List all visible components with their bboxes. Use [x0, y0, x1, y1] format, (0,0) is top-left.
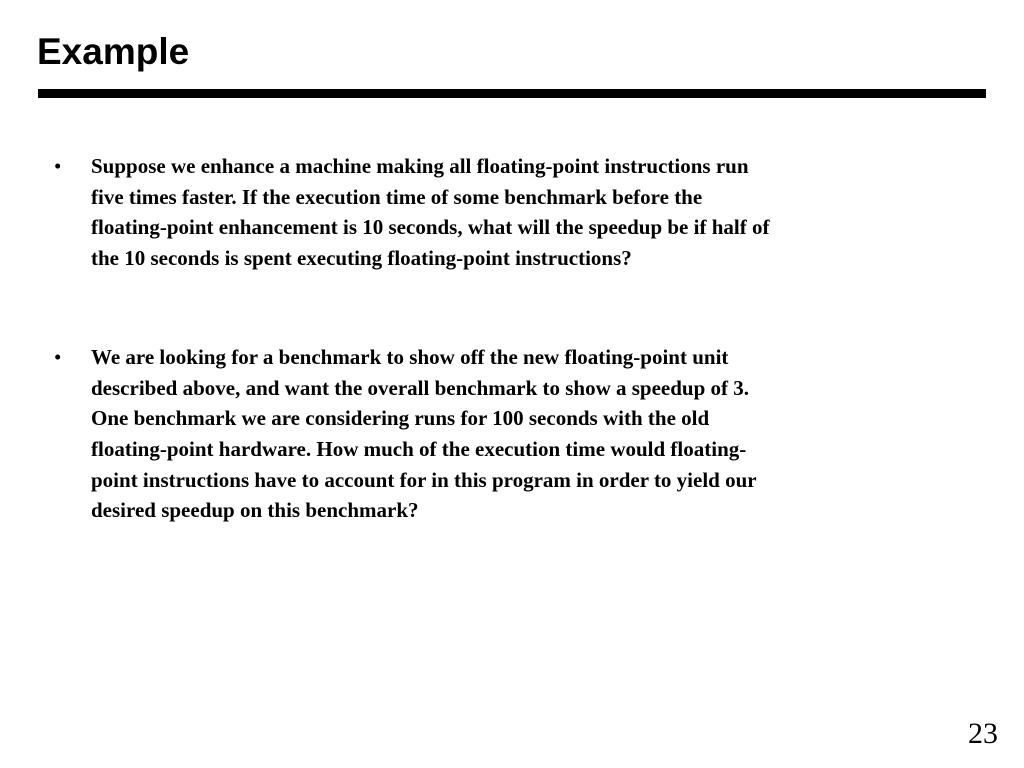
bullet-item	[48, 151, 928, 274]
bullet-marker: •	[54, 344, 62, 369]
page-number: 23	[968, 717, 998, 750]
bullet-list	[48, 151, 928, 526]
title-underline-rule	[38, 89, 986, 98]
bullet-text: We are looking for a benchmark to show off the new floating-point unit described above, and want the overall benchmark to show a speedup of 3. One benchmark we are considering runs for 100 seconds with the old floating-point hardware. How much of the execution time would floating- point instructions have to account for in this program in order to yield our desired speedup on this benchmark?	[91, 344, 757, 523]
bullet-text: Suppose we enhance a machine making all floating-point instructions run five times faster. If the execution time of some benchmark before the floating-point enhancement is 10 seconds, what will the speedup be if half of the 10 seconds is spent executing floating-point instructions?	[91, 154, 770, 271]
slide-title: Example	[37, 31, 190, 72]
bullet-item	[48, 342, 928, 526]
bullet-marker: •	[54, 154, 62, 178]
